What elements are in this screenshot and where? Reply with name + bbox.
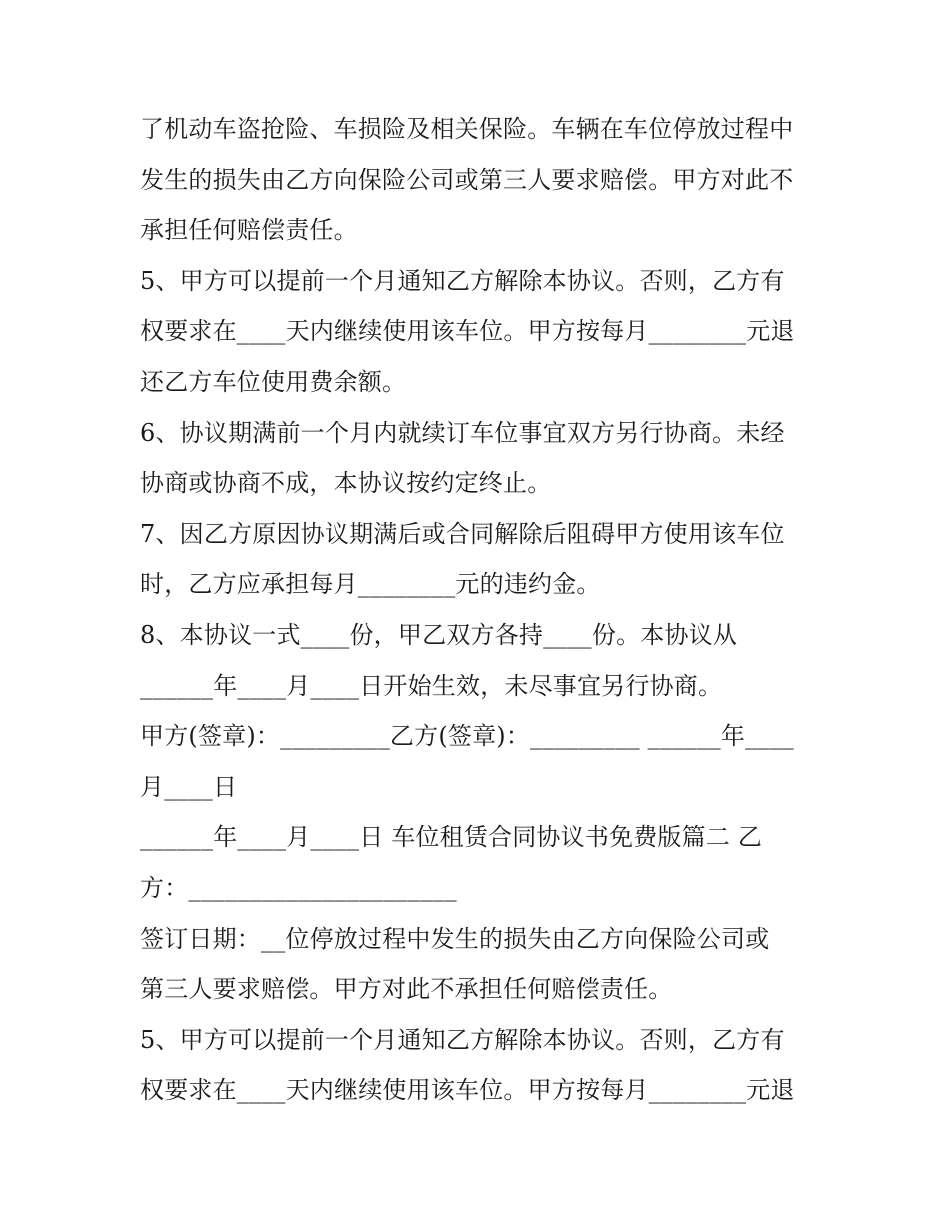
text-line: 7、因乙方原因协议期满后或合同解除后阻碍甲方使用该车位: [140, 519, 785, 548]
text-line: 月____日: [140, 772, 238, 801]
signature-line: 甲方(签章)：_________乙方(签章)：_________ ______年____: [140, 722, 794, 751]
document-body: [140, 104, 820, 1116]
text-line: 权要求在____天内继续使用该车位。甲方按每月________元退: [140, 317, 795, 346]
text-line: 承担任何赔偿责任。: [140, 216, 358, 245]
text-line: ______年____月____日 车位租赁合同协议书免费版篇二 乙: [140, 823, 763, 852]
text-line: 第三人要求赔偿。甲方对此不承担任何赔偿责任。: [140, 975, 673, 1004]
text-line: 还乙方车位使用费余额。: [140, 367, 407, 396]
text-line: 5、甲方可以提前一个月通知乙方解除本协议。否则，乙方有: [140, 266, 785, 295]
text-line: ______年____月____日开始生效，未尽事宜另行协商。: [140, 671, 723, 700]
text-line: 签订日期：__位停放过程中发生的损失由乙方向保险公司或: [140, 924, 770, 953]
text-line: 8、本协议一式____份，甲乙双方各持____份。本协议从: [140, 620, 738, 649]
text-line: 权要求在____天内继续使用该车位。甲方按每月________元退: [140, 1076, 795, 1105]
text-line: 5、甲方可以提前一个月通知乙方解除本协议。否则，乙方有: [140, 1025, 785, 1054]
text-line: 协商或协商不成，本协议按约定终止。: [140, 469, 552, 498]
text-line: 时，乙方应承担每月________元的违约金。: [140, 570, 601, 599]
text-line: 方：______________________: [140, 873, 457, 902]
text-line: 了机动车盗抢险、车损险及相关保险。车辆在车位停放过程中: [140, 115, 794, 143]
text-line: 发生的损失由乙方向保险公司或第三人要求赔偿。甲方对此不: [140, 165, 794, 194]
text-line: 6、协议期满前一个月内就续订车位事宜双方另行协商。未经: [140, 418, 785, 447]
